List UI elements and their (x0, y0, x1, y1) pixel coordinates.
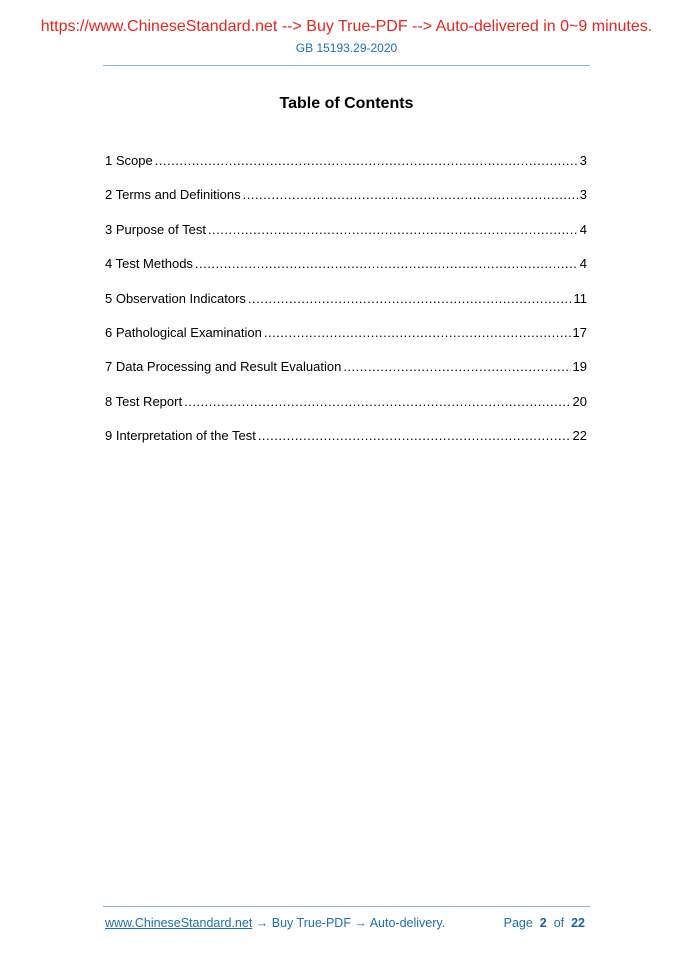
of-word: of (553, 916, 565, 930)
page-word: Page (503, 916, 533, 930)
toc-entry-page: 11 (573, 290, 587, 306)
header-divider (103, 65, 590, 66)
toc-entry-terms-and-definitions[interactable] (105, 187, 587, 221)
toc-entry-label: 4 Test Methods (105, 256, 193, 272)
toc-entry-label: 5 Observation Indicators (105, 290, 246, 306)
toc-leader-dots (343, 359, 570, 374)
footer-promo-text: → Buy True-PDF → Auto-delivery. (255, 916, 446, 930)
page-title: Table of Contents (279, 95, 414, 112)
toc-entry-page: 22 (572, 428, 587, 444)
toc-entry-purpose-of-test[interactable] (105, 222, 587, 256)
toc-entry-test-report[interactable] (105, 394, 587, 428)
toc-entry-page: 17 (572, 324, 587, 340)
footer-divider (103, 906, 590, 907)
toc-leader-dots (195, 256, 578, 271)
page-indicator (504, 916, 585, 930)
toc-entry-page: 19 (572, 359, 587, 375)
toc-entry-observation-indicators[interactable] (105, 291, 587, 325)
toc-entry-data-processing[interactable] (105, 359, 587, 393)
toc-entry-label: 1 Scope (105, 153, 153, 168)
toc-entry-label: 9 Interpretation of the Test (105, 428, 256, 444)
toc-entry-page: 20 (572, 393, 587, 409)
toc-entry-label: 2 Terms and Definitions (105, 187, 241, 203)
toc-leader-dots (248, 291, 572, 306)
toc-entry-scope[interactable] (105, 153, 587, 187)
toc-leader-dots (264, 325, 571, 340)
total-pages-number: 22 (571, 916, 585, 930)
toc-leader-dots (184, 394, 570, 409)
toc-entry-label: 3 Purpose of Test (105, 221, 206, 237)
toc-entry-interpretation[interactable] (105, 428, 587, 462)
toc-entry-pathological-examination[interactable] (105, 325, 587, 359)
toc-leader-dots (208, 222, 578, 237)
toc-leader-dots (243, 187, 578, 202)
current-page-number: 2 (539, 916, 547, 930)
toc-entry-page: 4 (579, 221, 587, 237)
standard-code: GB 15193.29-2020 (295, 41, 398, 55)
footer-promo (105, 916, 445, 930)
toc-entry-page: 3 (579, 187, 587, 203)
toc-leader-dots (258, 428, 571, 443)
toc-entry-page: 4 (579, 256, 587, 272)
toc-entry-label: 7 Data Processing and Result Evaluation (105, 359, 342, 375)
footer-site-link[interactable]: www.ChineseStandard.net (105, 916, 253, 930)
toc-entry-test-methods[interactable] (105, 256, 587, 290)
toc-entry-label: 8 Test Report (105, 393, 183, 409)
toc-entry-label: 6 Pathological Examination (105, 324, 262, 340)
top-banner-link[interactable]: https://www.ChineseStandard.net --> Buy True-PDF --> Auto-delivered in 0~9 minutes. (40, 18, 653, 35)
toc-leader-dots (155, 153, 578, 168)
toc-entry-page: 3 (579, 153, 587, 168)
table-of-contents (105, 153, 587, 463)
